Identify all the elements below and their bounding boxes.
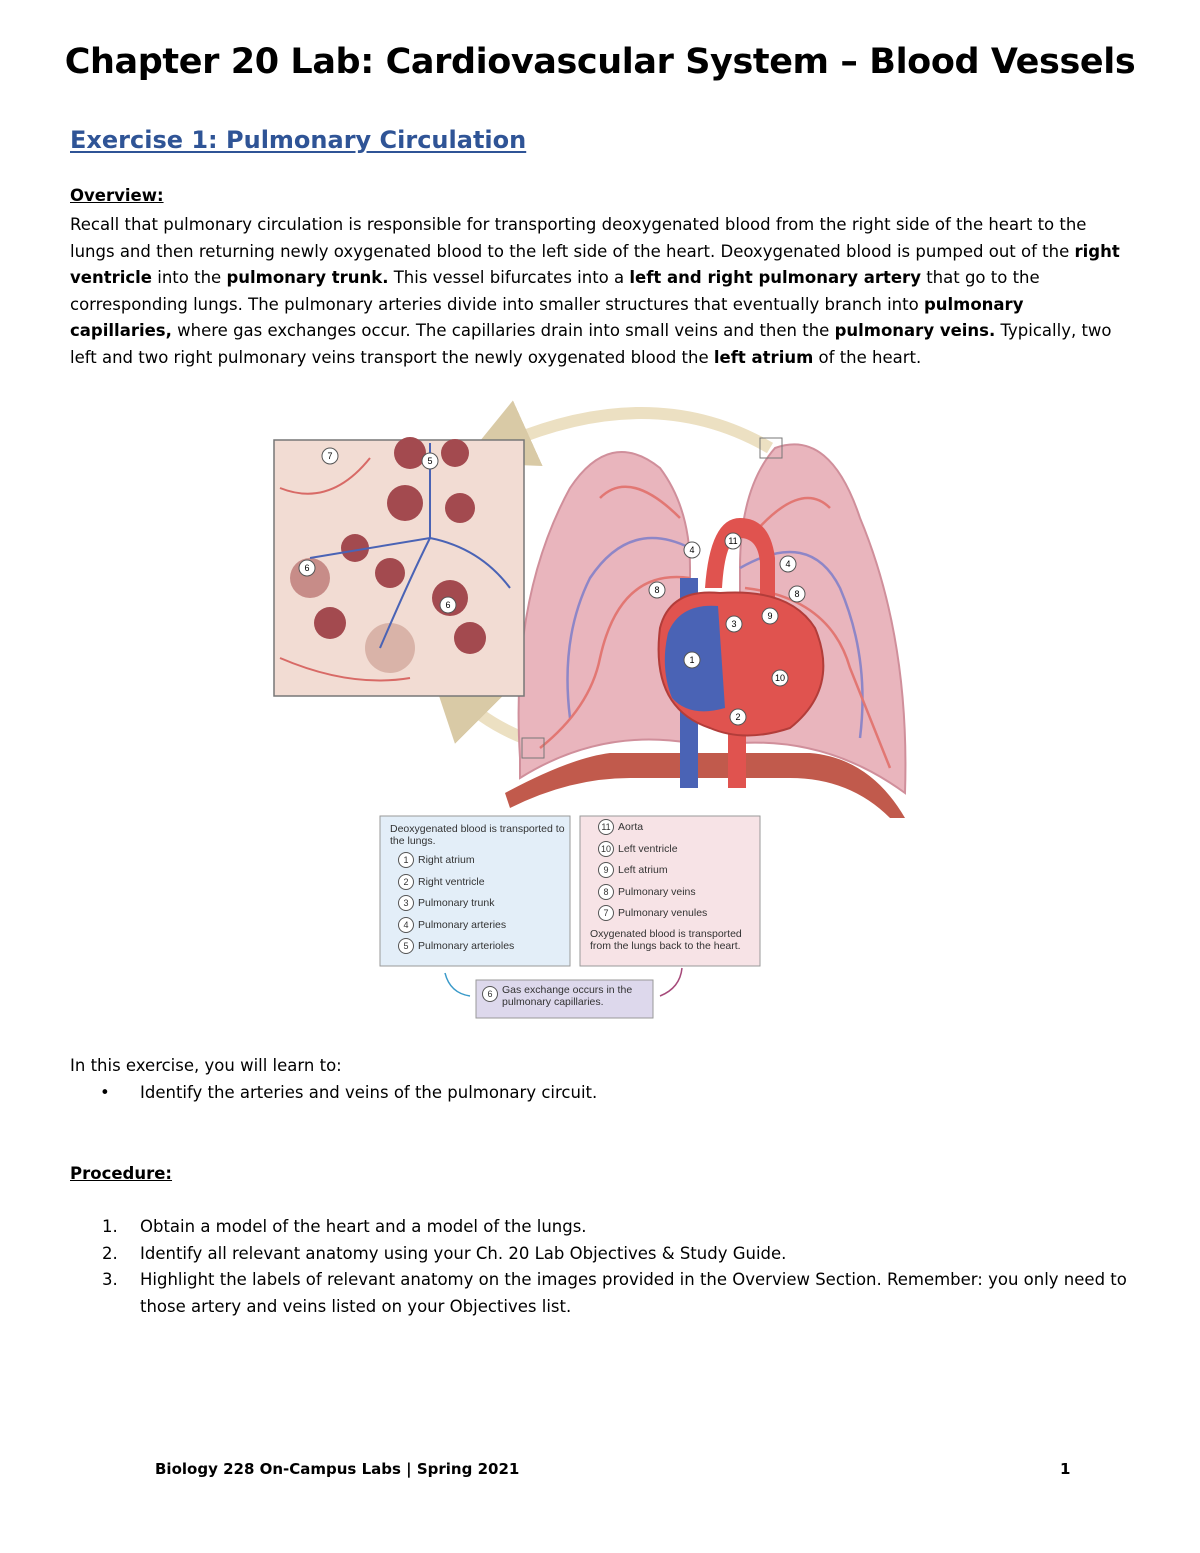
term-pulmonary-capillaries: pulmonary capillaries, [70, 294, 1024, 340]
oxy-item [598, 862, 668, 878]
overview-text: Recall that pulmonary circulation is responsible for transporting deoxygenated blood from the right side of the heart to the lungs and then returning newly oxygenated blood to the left side of the heart. Deoxygenated blood is pumped out of the [70, 215, 1087, 261]
procedure-step [100, 1241, 1130, 1268]
number-marker [730, 709, 746, 725]
procedure-step [100, 1267, 1130, 1320]
svg-text:9: 9 [767, 611, 773, 621]
oxy-title: Oxygenated blood is transported from the lungs back to the heart. [590, 928, 742, 952]
oxy-item [598, 884, 696, 900]
number-marker [684, 652, 700, 668]
term-right-ventricle: right ventricle [70, 241, 1120, 287]
red-flow-arrow [660, 968, 682, 996]
svg-text:11: 11 [728, 536, 738, 546]
number-marker [762, 608, 778, 624]
number-marker [322, 448, 338, 464]
procedure-steps [100, 1214, 1130, 1320]
gas-exchange-label [482, 984, 647, 1008]
step-text: Obtain a model of the heart and a model of the lungs. [140, 1217, 587, 1236]
deoxy-item [398, 895, 494, 911]
legend-label: Aorta [618, 820, 644, 833]
term-pulmonary-trunk: pulmonary trunk. [226, 268, 389, 287]
oxy-item [598, 819, 643, 835]
section-heading: Exercise 1: Pulmonary Circulation [70, 126, 527, 154]
svg-text:6: 6 [304, 563, 310, 573]
step-number: 3. [102, 1270, 118, 1289]
oxy-item [598, 905, 707, 921]
exercise-intro: In this exercise, you will learn to: [70, 1056, 342, 1075]
svg-text:8: 8 [794, 589, 800, 599]
legend-number: 10 [598, 841, 614, 857]
legend-label: Pulmonary venules [618, 906, 708, 919]
svg-text:4: 4 [689, 545, 695, 555]
page-number: 1 [1060, 1460, 1071, 1478]
overview-text: into the [152, 268, 227, 287]
svg-text:3: 3 [731, 619, 737, 629]
diaphragm [505, 753, 905, 818]
number-marker [726, 616, 742, 632]
number-marker [440, 597, 456, 613]
deoxy-item [398, 938, 514, 954]
legend-label: Right ventricle [418, 875, 485, 888]
gas-number: 6 [482, 986, 498, 1002]
number-marker [772, 670, 788, 686]
deoxy-title: Deoxygenated blood is transported to the lungs. [390, 823, 565, 847]
legend-number: 11 [598, 819, 614, 835]
page-title: Chapter 20 Lab: Cardiovascular System – Blood Vessels [64, 42, 1136, 82]
deoxy-item [398, 917, 506, 933]
blue-flow-arrow [445, 973, 470, 996]
overview-text: Typically, two left and two right pulmonary veins transport the newly oxygenated blood the [70, 321, 1112, 367]
gas-exchange-text: Gas exchange occurs in the pulmonary capillaries. [502, 984, 633, 1008]
legend-number: 9 [598, 862, 614, 878]
objective-item [100, 1083, 597, 1102]
term-pulmonary-veins: pulmonary veins. [834, 321, 996, 340]
number-marker [684, 542, 700, 558]
step-number: 1. [102, 1217, 118, 1236]
svg-text:8: 8 [654, 585, 660, 595]
step-text: Highlight the labels of relevant anatomy on the images provided in the Overview Section. Remember: you only need to those artery and veins listed on your Objectives list. [140, 1270, 1127, 1316]
step-number: 2. [102, 1243, 118, 1263]
number-marker [725, 533, 741, 549]
number-marker [780, 556, 796, 572]
deoxy-item [398, 874, 485, 890]
legend-label: Pulmonary arterioles [418, 939, 515, 952]
legend-number: 3 [398, 895, 414, 911]
overview-text: of the heart. [813, 347, 922, 367]
oxy-item [598, 841, 678, 857]
svg-text:6: 6 [445, 600, 451, 610]
overview-heading: Overview: [70, 186, 164, 205]
objective-list [100, 1083, 597, 1102]
legend-label: Pulmonary arteries [418, 918, 507, 931]
number-marker [649, 582, 665, 598]
svg-text:10: 10 [774, 673, 786, 683]
svg-text:1: 1 [689, 655, 695, 665]
number-marker [789, 586, 805, 602]
svg-text:5: 5 [427, 456, 433, 466]
legend-number: 1 [398, 852, 414, 868]
overview-text: This vessel bifurcates into a [388, 268, 630, 287]
legend-number: 8 [598, 884, 614, 900]
term-left-atrium: left atrium [713, 347, 814, 367]
upper-arrow [495, 413, 770, 448]
svg-text:2: 2 [735, 712, 741, 722]
legend-label: Pulmonary trunk [418, 896, 495, 909]
deoxy-item [398, 852, 475, 868]
legend-label: Left atrium [618, 863, 668, 876]
overview-paragraph [70, 212, 1130, 371]
step-text: Identify all relevant anatomy using your Ch. 20 Lab Objectives & Study Guide. [140, 1243, 787, 1263]
number-marker [299, 560, 315, 576]
pulmonary-circulation-figure [270, 398, 920, 1023]
procedure-step [100, 1214, 1130, 1241]
legend-number: 4 [398, 917, 414, 933]
svg-text:4: 4 [785, 559, 791, 569]
legend-label: Left ventricle [618, 842, 678, 855]
objective-text: Identify the arteries and veins of the pulmonary circuit. [140, 1083, 598, 1102]
term-pulmonary-arteries: left and right pulmonary artery [629, 268, 921, 287]
legend-label: Pulmonary veins [618, 885, 696, 898]
legend-number: 7 [598, 905, 614, 921]
svg-text:7: 7 [327, 451, 333, 461]
bullet: • [100, 1083, 110, 1102]
legend-label: Right atrium [418, 853, 475, 866]
number-marker [422, 453, 438, 469]
legend-number: 2 [398, 874, 414, 890]
legend-number: 5 [398, 938, 414, 954]
overview-text: that go to the corresponding lungs. The pulmonary arteries divide into smaller structures that eventually branch into [70, 268, 1040, 314]
overview-text: where gas exchanges occur. The capillaries drain into small veins and then the [171, 321, 835, 340]
procedure-heading: Procedure: [70, 1164, 173, 1183]
footer-course: Biology 228 On-Campus Labs | Spring 2021 [155, 1460, 520, 1478]
